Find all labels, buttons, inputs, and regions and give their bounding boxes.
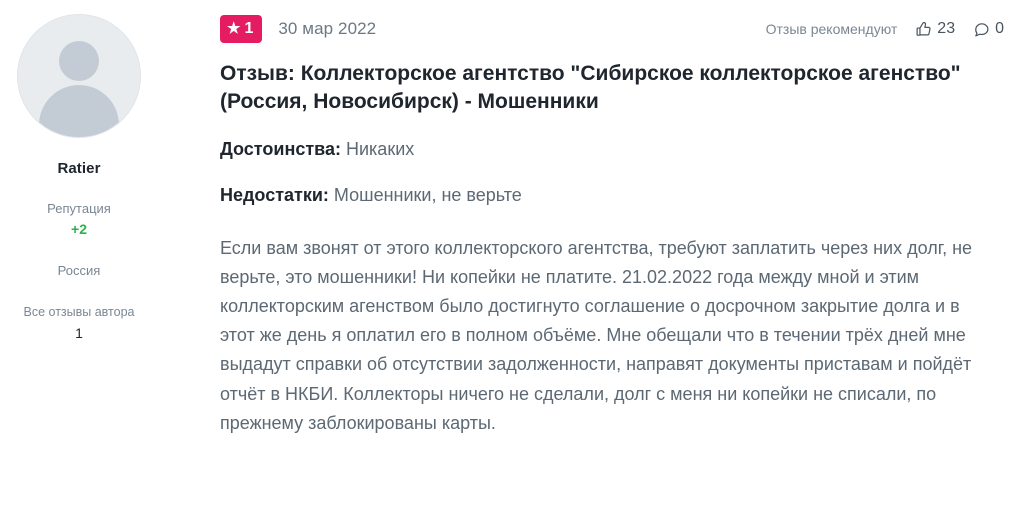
review-date: 30 мар 2022: [278, 19, 377, 38]
cons-label: Недостатки:: [220, 184, 334, 205]
pros-text: Никаких: [345, 139, 415, 160]
rating-badge: [220, 15, 262, 43]
review-title: Отзыв: Коллекторское агентство "Сибирское коллекторское агенство" (Россия, Новосибирск) - Мошенники: [220, 62, 961, 113]
likes-count: 23: [937, 20, 956, 37]
comments-counter[interactable]: [973, 20, 1004, 38]
author-country: Россия: [57, 263, 101, 278]
review-pros: [220, 137, 1004, 162]
pros-label: Достоинства:: [220, 139, 346, 160]
review-cons: [220, 183, 1004, 208]
review-meta-row: [220, 14, 1004, 44]
all-reviews-label[interactable]: Все отзывы автора: [23, 305, 135, 319]
review-meta-right: [766, 20, 1004, 38]
avatar-head-shape: [59, 41, 99, 81]
avatar-body-shape: [39, 85, 119, 137]
recommend-label: Отзыв рекомендуют: [765, 21, 898, 37]
rating-value: 1: [244, 20, 254, 37]
star-icon: ★: [227, 19, 241, 37]
all-reviews-count: 1: [75, 324, 83, 341]
review-content: [158, 0, 1024, 509]
comment-bubble-icon: [973, 21, 990, 38]
likes-counter[interactable]: [915, 20, 955, 38]
avatar[interactable]: [17, 14, 141, 138]
reputation-label: Репутация: [47, 201, 111, 216]
cons-text: Мошенники, не верьте: [333, 184, 522, 205]
reputation-value: +2: [71, 221, 87, 237]
thumbs-up-icon: [915, 21, 932, 38]
author-sidebar: [0, 0, 158, 509]
review-body-text: Если вам звонят от этого коллекторского агентства, требуют заплатить через них долг, не верьте, это мошенники! Ни копейки не платите. 21.02.2022 года между мной и этим коллекторским агенством было достигнуто соглашение о досрочном закрытие долга и в этот же день я оплатил его в полном объёме. Мне обещали что в течении трёх дней мне выдадут справки об отсутствии задолженности, направят документы приставам и пойдёт отчёт в НКБИ. Коллекторы ничего не сделали, долг с меня ни копейки не списали, по прежнему заблокированы карты.: [220, 237, 973, 433]
author-name[interactable]: Ratier: [57, 160, 101, 177]
comments-count: 0: [995, 20, 1004, 37]
